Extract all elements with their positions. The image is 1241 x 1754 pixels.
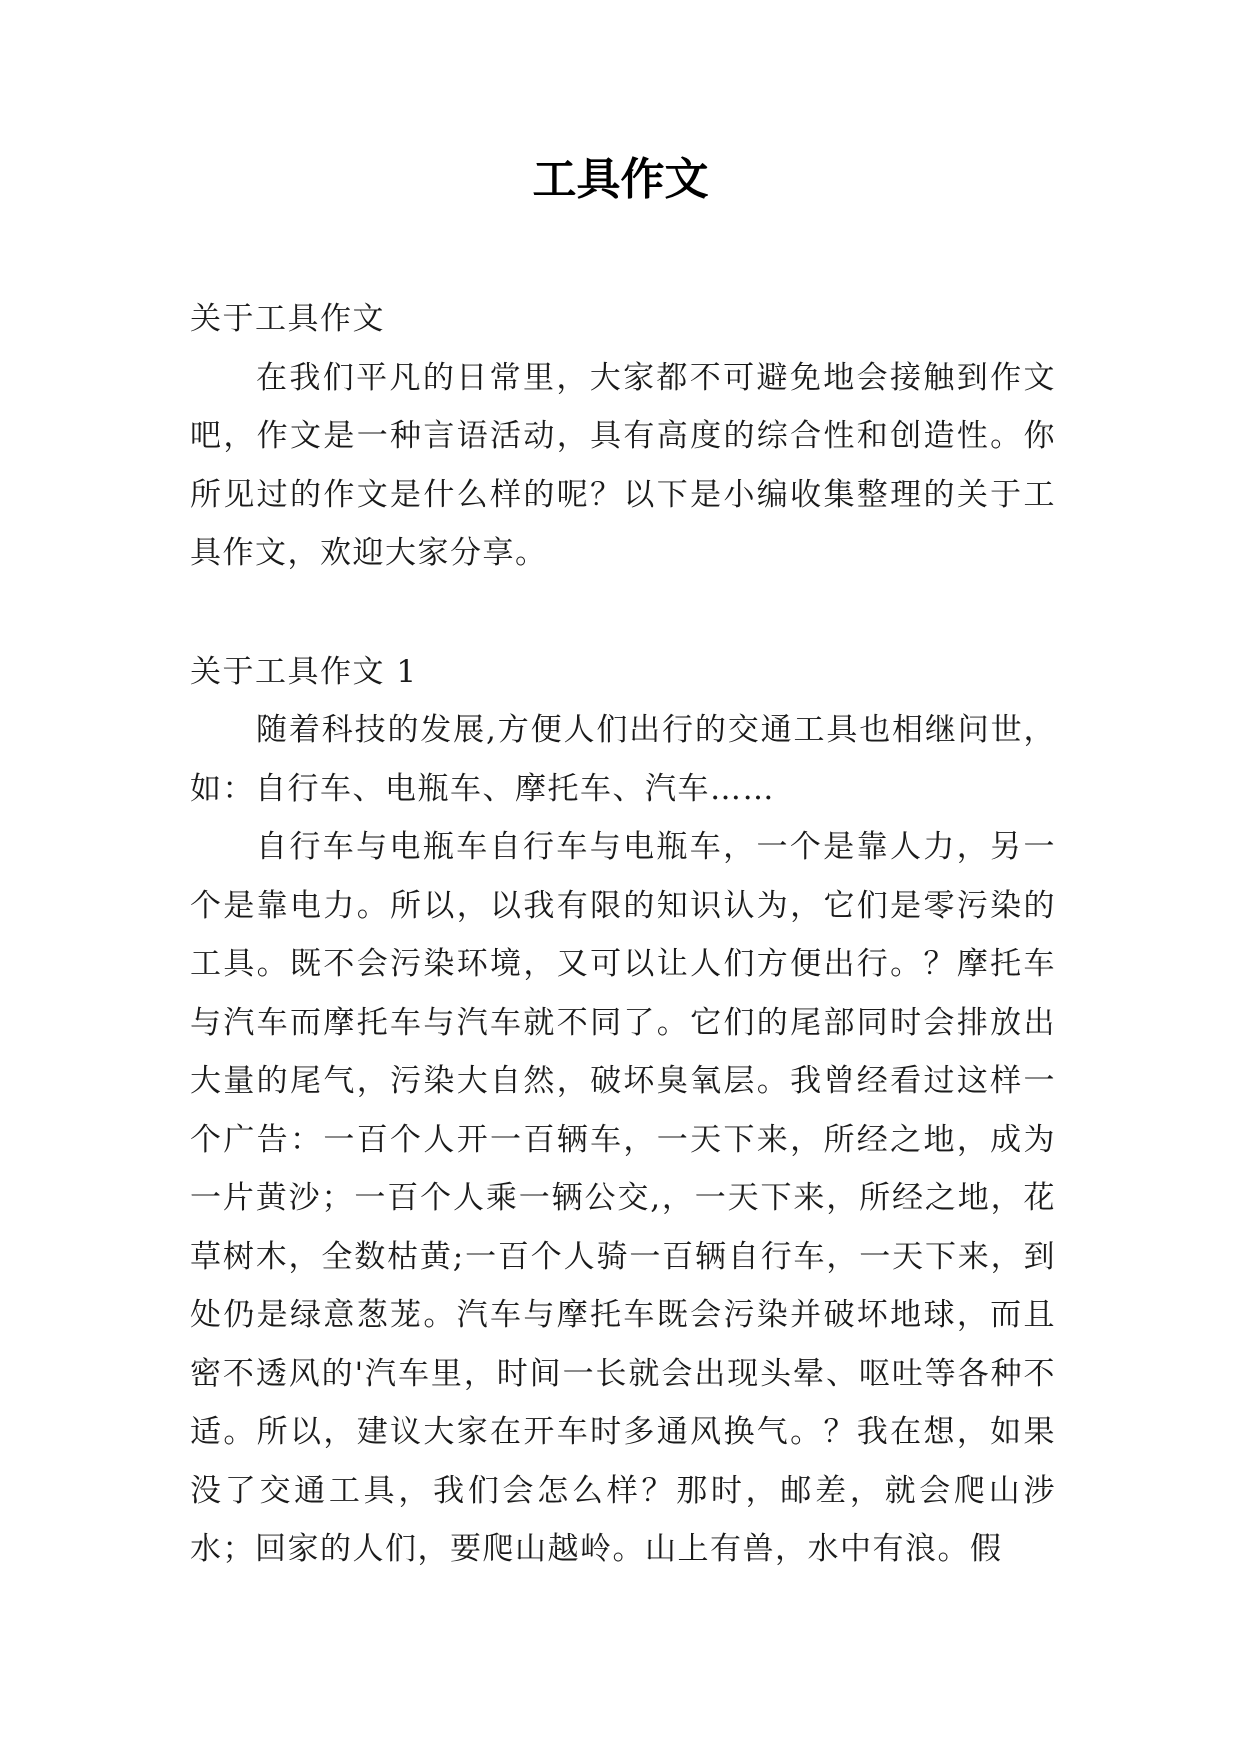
intro-heading: 关于工具作文 [190, 301, 385, 337]
section-spacer [190, 583, 1056, 643]
intro-paragraph: 在我们平凡的日常里，大家都不可避免地会接触到作文吧，作文是一种言语活动，具有高度的综合性和创造性。你所见过的作文是什么样的呢？以下是小编收集整理的关于工具作文，欢迎大家分享。 [190, 359, 1056, 571]
section-1-paragraph-2: 自行车与电瓶车自行车与电瓶车，一个是靠人力，另一个是靠电力。所以，以我有限的知识认为，它们是零污染的工具。既不会污染环境，又可以让人们方便出行。？摩托车与汽车而摩托车与汽车就不同了。它们的尾部同时会排放出大量的尾气，污染大自然，破坏臭氧层。我曾经看过这样一个广告：一百个人开一百辆车，一天下来，所经之地，成为一片黄沙；一百个人乘一辆公交,，一天下来，所经之地，花草树木，全数枯黄;一百个人骑一百辆自行车，一天下来，到处仍是绿意葱茏。汽车与摩托车既会污染并破坏地球，而且密不透风的'汽车里，时间一长就会出现头晕、呕吐等各种不适。所以，建议大家在开车时多通风换气。？我在想，如果没了交通工具，我们会怎么样？那时，邮差，就会爬山涉水；回家的人们，要爬山越岭。山上有兽，水中有浪。假 [190, 829, 1056, 1567]
section-1-heading: 关于工具作文 1 [190, 653, 418, 690]
section-1-paragraph-1: 随着科技的发展,方便人们出行的交通工具也相继问世，如：自行车、电瓶车、摩托车、汽车…… [190, 712, 1056, 807]
document-body [190, 290, 1056, 1579]
document-title: 工具作文 [532, 154, 709, 205]
